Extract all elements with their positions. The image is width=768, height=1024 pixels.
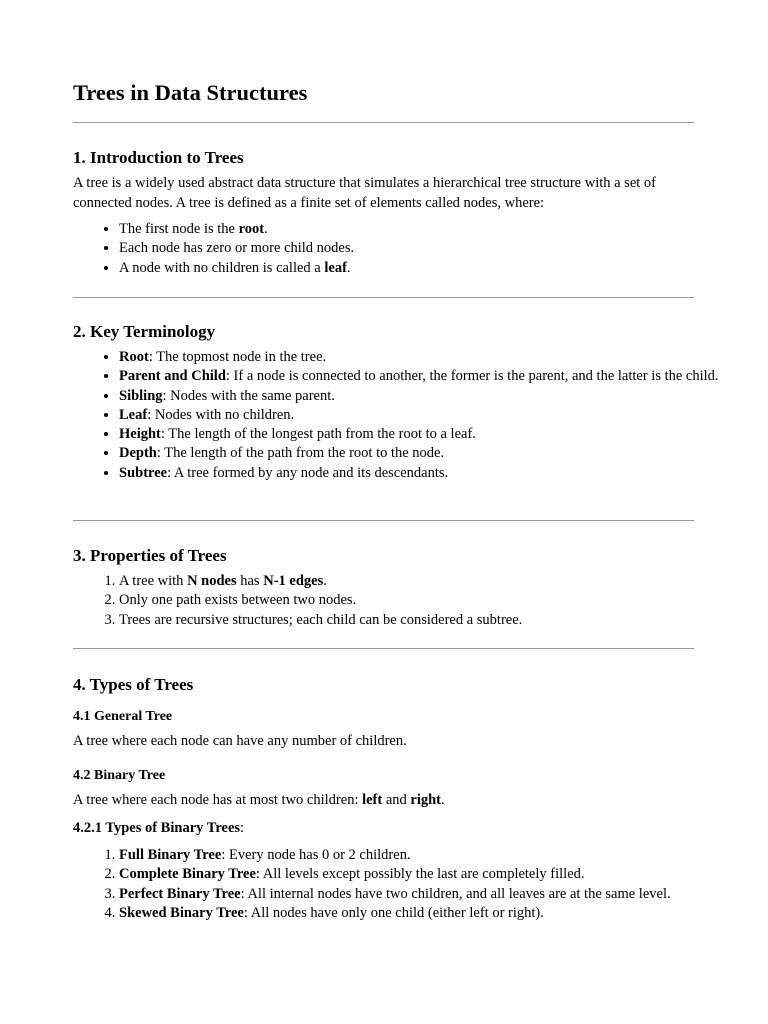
divider	[73, 648, 694, 649]
page-title: Trees in Data Structures	[73, 80, 308, 105]
divider	[73, 122, 694, 123]
list-item: • Depth: The length of the path from the root to the node.	[119, 444, 740, 463]
section-4-heading: 4. Types of Trees	[73, 675, 194, 694]
properties-list	[73, 572, 740, 630]
subsection-4-2-1-heading: 4.2.1 Types of Binary Trees:	[73, 820, 245, 836]
list-item: • The first node is the root.	[119, 220, 740, 239]
section-1-heading: 1. Introduction to Trees	[73, 148, 244, 167]
subsection-4-1-paragraph: A tree where each node can have any number of children.	[73, 733, 407, 749]
terminology-list	[73, 348, 740, 483]
subsection-4-2-heading: 4.2 Binary Tree	[73, 768, 166, 783]
section-1-list	[73, 220, 740, 278]
list-item: • Parent and Child: If a node is connected to another, the former is the parent, and the latter is the child.	[119, 367, 740, 386]
list-item: • Each node has zero or more child nodes.	[119, 239, 740, 258]
list-item: 3. Perfect Binary Tree: All internal nodes have two children, and all leaves are at the same level.	[119, 885, 740, 904]
list-item: • Height: The length of the longest path from the root to a leaf.	[119, 425, 740, 444]
divider	[73, 297, 694, 298]
list-item: • Root: The topmost node in the tree.	[119, 348, 740, 367]
list-item: 3. Trees are recursive structures; each child can be considered a subtree.	[119, 611, 740, 630]
list-item: 2. Complete Binary Tree: All levels except possibly the last are completely filled.	[119, 865, 740, 884]
list-item: • A node with no children is called a leaf.	[119, 259, 740, 278]
section-1-paragraph: A tree is a widely used abstract data structure that simulates a hierarchical tree structure with a set of connected nodes. A tree is defined as a finite set of elements called nodes, where:	[73, 175, 656, 211]
binary-tree-types-list	[73, 846, 740, 923]
section-3-heading: 3. Properties of Trees	[73, 546, 227, 565]
list-item: 4. Skewed Binary Tree: All nodes have only one child (either left or right).	[119, 904, 740, 923]
section-2-heading: 2. Key Terminology	[73, 322, 216, 341]
list-item: 2. Only one path exists between two nodes.	[119, 591, 740, 610]
divider	[73, 520, 694, 521]
list-item: • Sibling: Nodes with the same parent.	[119, 387, 740, 406]
list-item: 1. Full Binary Tree: Every node has 0 or 2 children.	[119, 846, 740, 865]
list-item: • Leaf: Nodes with no children.	[119, 406, 740, 425]
list-item: • Subtree: A tree formed by any node and its descendants.	[119, 464, 740, 483]
list-item: 1. A tree with N nodes has N-1 edges.	[119, 572, 740, 591]
subsection-4-2-paragraph: A tree where each node has at most two children: left and right.	[73, 792, 445, 808]
subsection-4-1-heading: 4.1 General Tree	[73, 709, 173, 724]
